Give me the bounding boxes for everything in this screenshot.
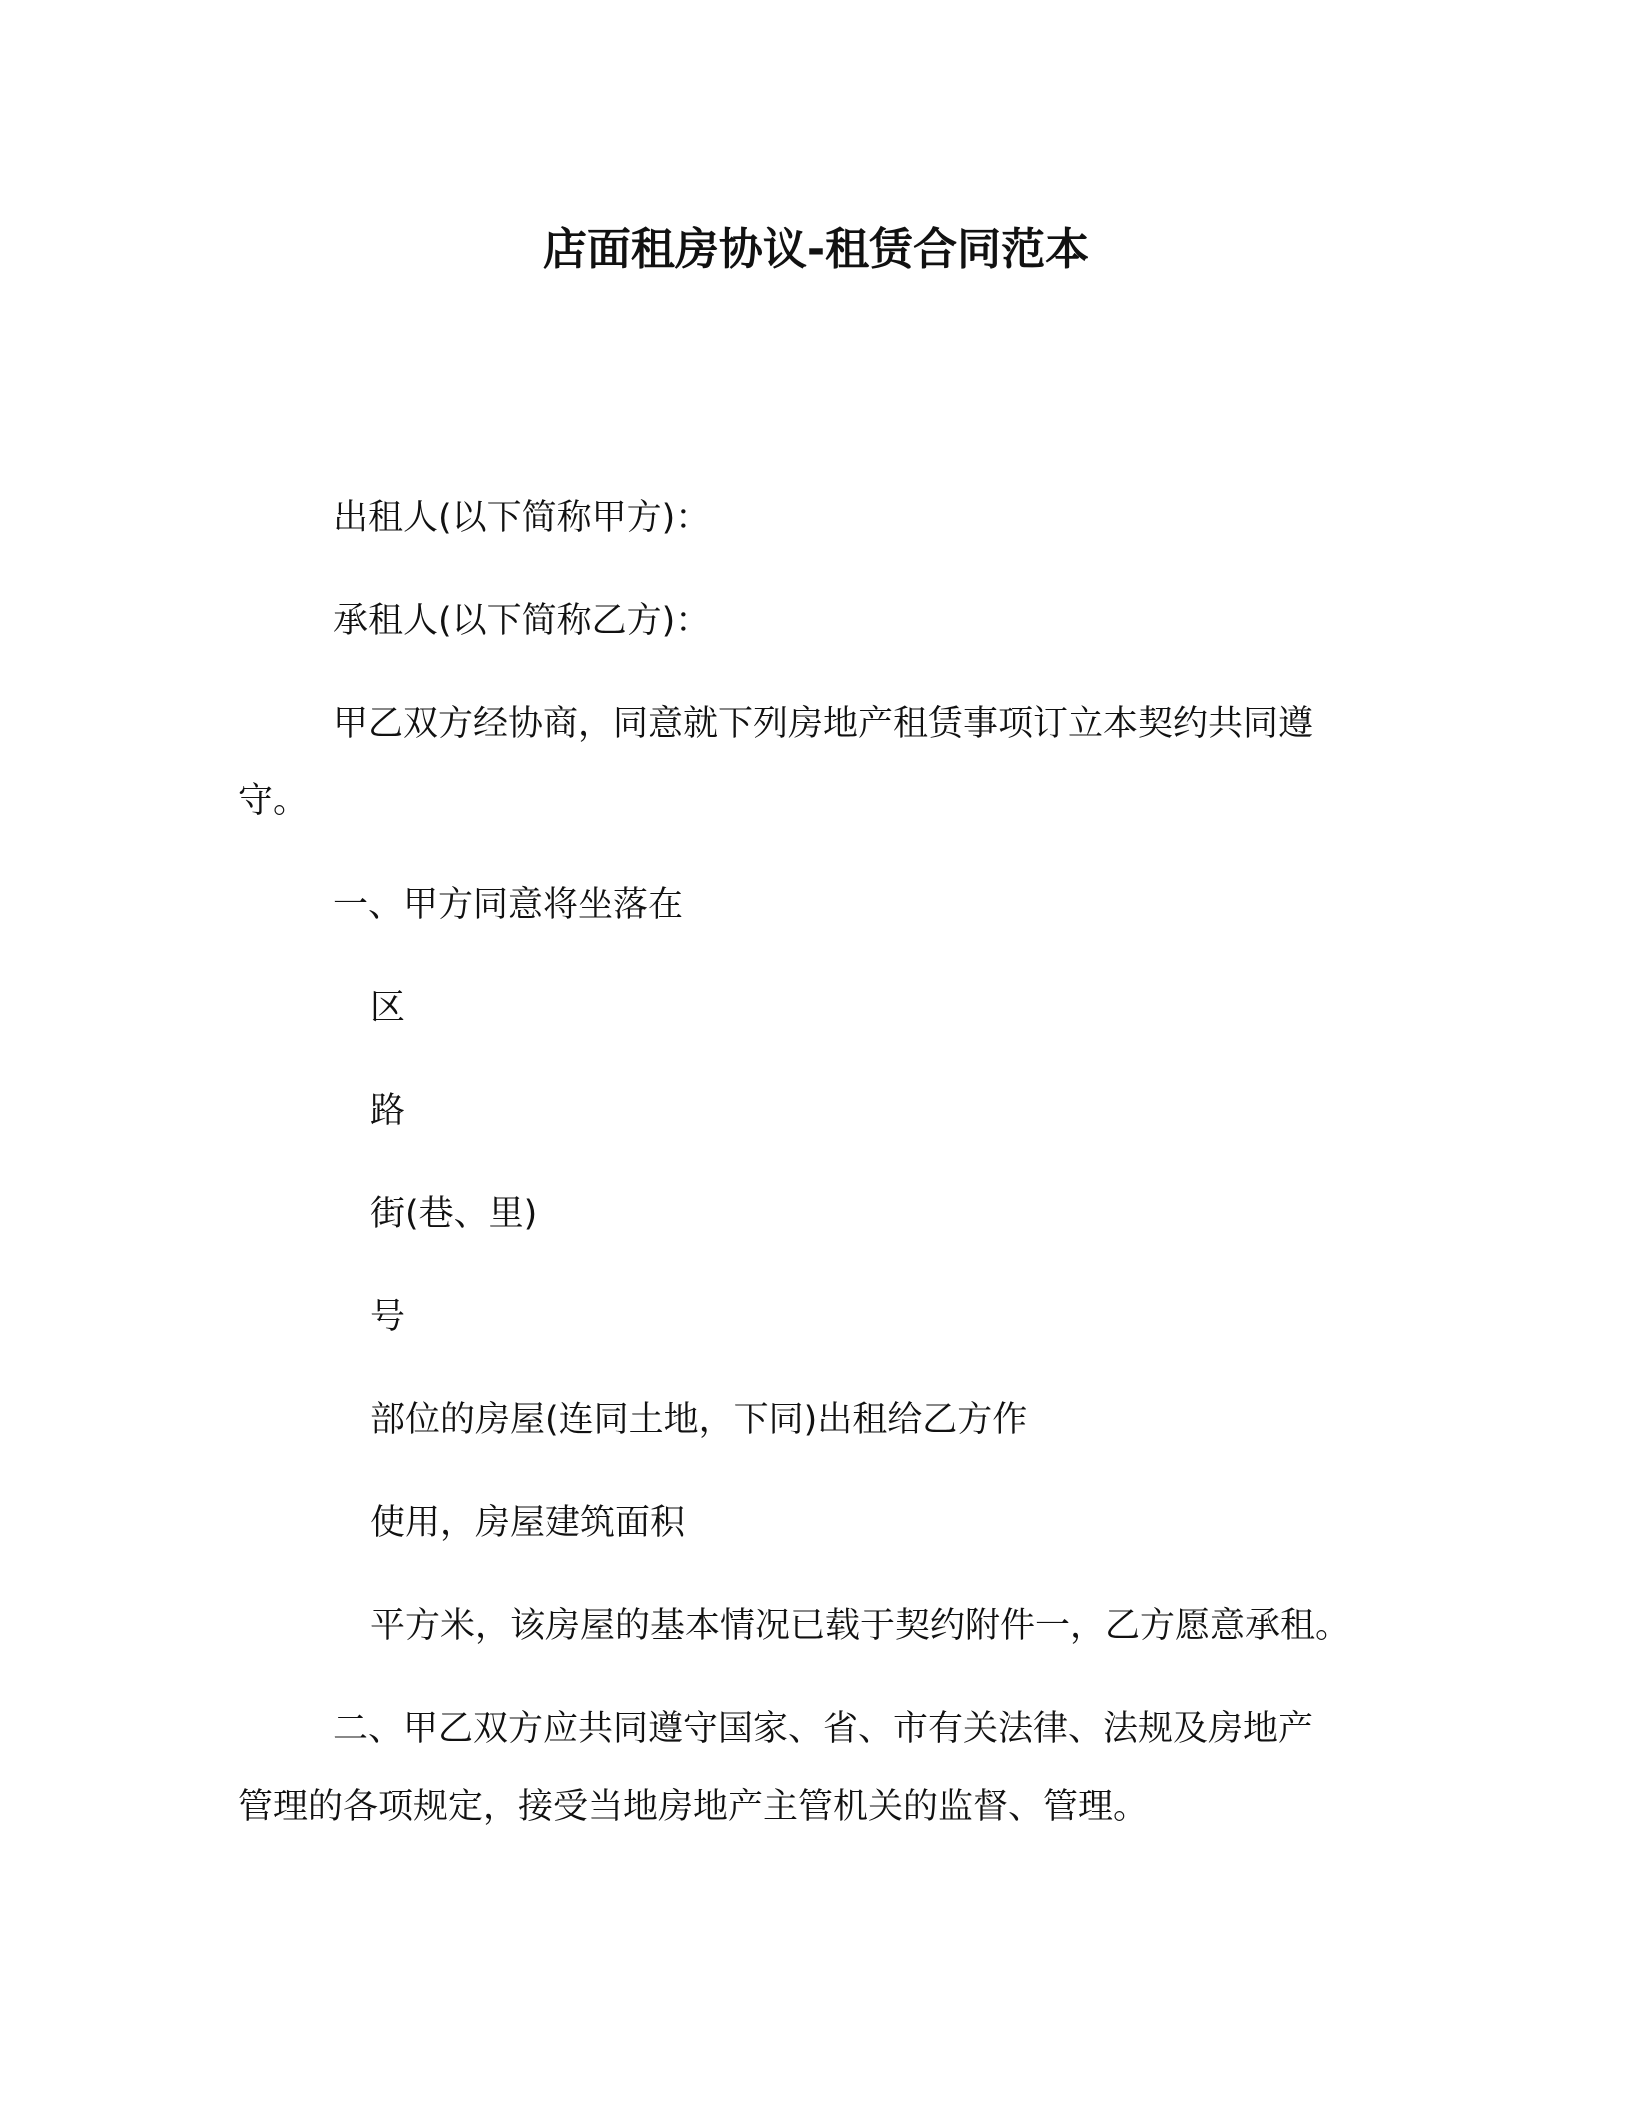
location-purpose-line: 部位的房屋(连同土地，下同)出租给乙方作: [370, 1400, 1028, 1440]
area-description-line: 平方米，该房屋的基本情况已载于契约附件一，乙方愿意承租。: [370, 1606, 1351, 1646]
clause-two-continuation: 管理的各项规定，接受当地房地产主管机关的监督、管理。: [238, 1787, 1149, 1827]
clause-two-line: 二、甲乙双方应共同遵守国家、省、市有关法律、法规及房地产: [333, 1709, 1314, 1749]
lessor-line: 出租人(以下简称甲方)：: [333, 498, 711, 538]
number-line: 号: [370, 1297, 406, 1337]
building-area-line: 使用，房屋建筑面积: [370, 1503, 686, 1543]
document-title: 店面租房协议-租赁合同范本: [542, 224, 1090, 275]
clause-one-heading: 一、甲方同意将坐落在: [333, 885, 684, 925]
agreement-intro-line: 甲乙双方经协商，同意就下列房地产租赁事项订立本契约共同遵: [333, 704, 1314, 744]
street-line: 街(巷、里): [370, 1194, 538, 1234]
district-line: 区: [370, 988, 406, 1028]
road-line: 路: [370, 1091, 406, 1131]
lessee-line: 承租人(以下简称乙方)：: [333, 601, 711, 641]
agreement-intro-continuation: 守。: [238, 781, 309, 821]
